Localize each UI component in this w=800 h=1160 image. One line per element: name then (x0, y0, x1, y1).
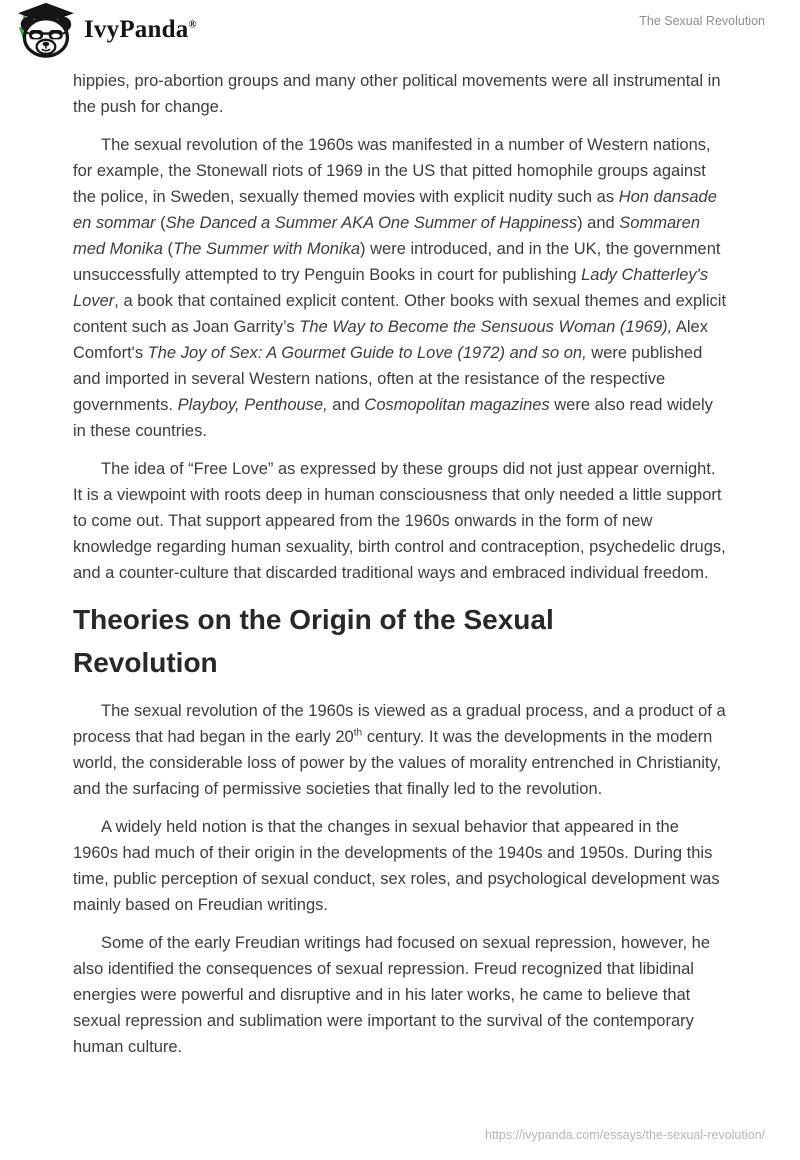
ivypanda-logo-icon (14, 2, 76, 58)
section-heading: Theories on the Origin of the Sexual Revolution (73, 604, 554, 678)
registered-mark: ® (188, 18, 197, 31)
brand-name: IvyPanda (84, 16, 189, 43)
paragraph: A widely held notion is that the changes in sexual behavior that appeared in the 1960s had much of their origin in the developments of the 1940s and 1950s. During this time, public perception of sexual conduct, sex roles, and psychological development was mainly based on Freudian writings. (73, 818, 720, 914)
brand-link[interactable] (14, 2, 197, 58)
running-head-title: The Sexual Revolution (639, 14, 765, 28)
paragraph: hippies, pro-abortion groups and many other political movements were all instrumental in the push for change. (73, 72, 721, 116)
paragraph: The sexual revolution of the 1960s is viewed as a gradual process, and a product of a process that had began in the early 20th century. It was the developments in the modern world, the considerable loss of power by the values of morality entrenched in Christianity, and the surfacing of permissive societies that finally led to the revolution. (73, 702, 726, 798)
source-url: https://ivypanda.com/essays/the-sexual-revolution/ (485, 1128, 765, 1142)
page-header (0, 0, 800, 60)
paragraph: The idea of “Free Love” as expressed by these groups did not just appear overnight. It is a viewpoint with roots deep in human consciousness that only needed a little support to come out. That support appeared from the 1960s onwards in the form of new knowledge regarding human sexuality, birth control and contraception, psychedelic drugs, and a counter-culture that discarded traditional ways and embraced individual freedom. (73, 460, 726, 582)
brand-wordmark (84, 16, 197, 44)
essay-content (73, 68, 728, 1060)
paragraph: Some of the early Freudian writings had focused on sexual repression, however, he also identified the consequences of sexual repression. Freud recognized that libidinal energies were powerful and disruptive and in his later works, he came to believe that sexual repression and sublimation were important to the survival of the contemporary human culture. (73, 934, 711, 1056)
paragraph: The sexual revolution of the 1960s was manifested in a number of Western nations, for example, the Stonewall riots of 1969 in the US that pitted homophile groups against the police, in Sweden, sexually themed movies with explicit nudity such as Hon dansade en sommar (She Danced a Summer AKA One Summer of Happiness) and Sommaren med Monika (The Summer with Monika) were introduced, and in the UK, the government unsuccessfully attempted to try Penguin Books in court for publishing Lady Chatterley's Lover, a book that contained explicit content. Other books with sexual themes and explicit content such as Joan Garrity’s The Way to Become the Sensuous Woman (1969), Alex Comfort's The Joy of Sex: A Gourmet Guide to Love (1972) and so on, were published and imported in several Western nations, often at the resistance of the respective governments. Playboy, Penthouse, and Cosmopolitan magazines were also read widely in these countries. (73, 136, 727, 440)
